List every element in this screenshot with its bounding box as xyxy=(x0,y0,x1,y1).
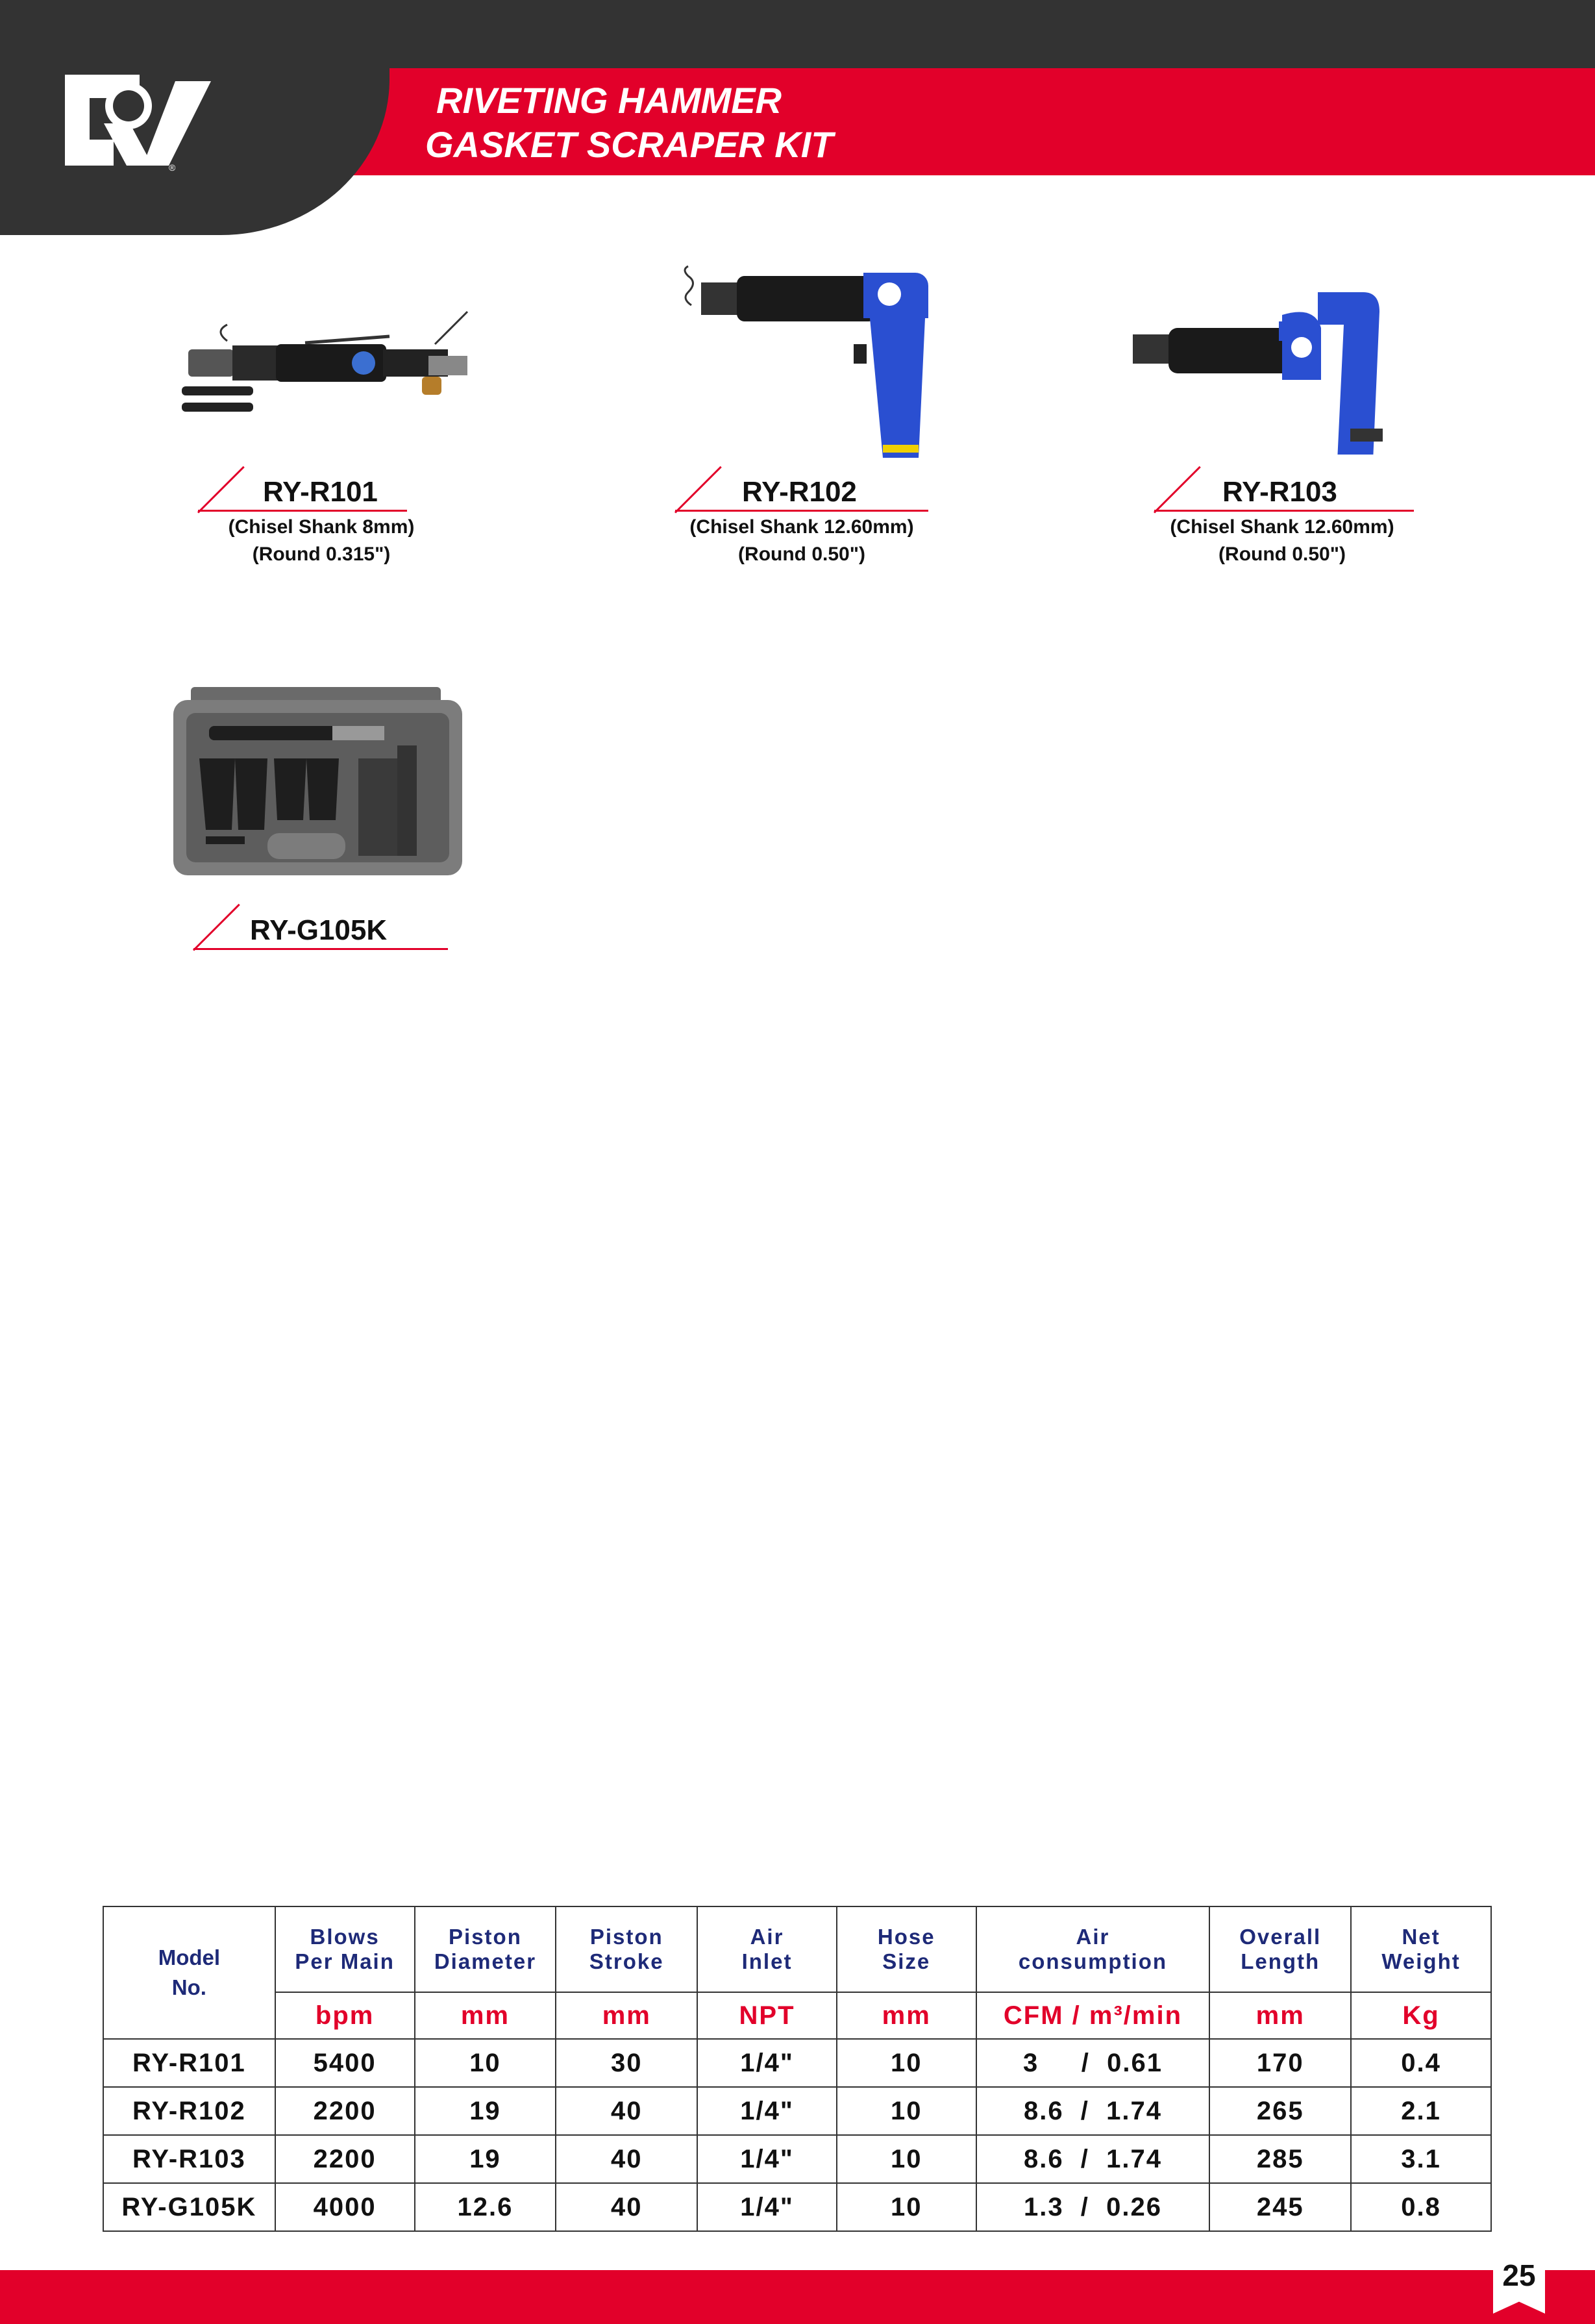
table-cell: 40 xyxy=(556,2087,697,2135)
header-line: Inlet xyxy=(741,1949,793,1973)
table-cell: 1/4" xyxy=(697,2135,837,2183)
table-cell: 2200 xyxy=(275,2135,415,2183)
table-row xyxy=(103,2087,1491,2135)
unit-cell: mm xyxy=(556,1992,697,2039)
product-image-ry-g105k xyxy=(170,687,465,882)
product-model-ry-r102: RY-R102 xyxy=(742,476,857,508)
header-line: Air xyxy=(1076,1925,1110,1949)
table-cell: 8.6 / 1.74 xyxy=(976,2087,1210,2135)
table-cell: 1/4" xyxy=(697,2087,837,2135)
page-title-line2: GASKET SCRAPER KIT xyxy=(425,124,834,165)
table-units-row xyxy=(103,1992,1491,2039)
header-piston-diameter xyxy=(415,1906,556,1992)
table-cell: 0.8 xyxy=(1351,2183,1491,2231)
table-row xyxy=(103,2183,1491,2231)
header-line: Overall xyxy=(1239,1925,1322,1949)
header-air-inlet xyxy=(697,1906,837,1992)
table-cell: 1/4" xyxy=(697,2183,837,2231)
spec-line: (Chisel Shank 12.60mm) xyxy=(689,516,914,538)
product-spec-ry-r103 xyxy=(1152,514,1412,568)
header-line: Model xyxy=(158,1945,221,1969)
product-image-ry-r102 xyxy=(675,256,948,471)
caption-slash xyxy=(193,904,240,951)
product-model-ry-g105k: RY-G105K xyxy=(250,914,388,946)
table-cell: 40 xyxy=(556,2183,697,2231)
header-line: No. xyxy=(171,1975,206,1999)
header-hose-size xyxy=(837,1906,976,1992)
unit-cell: NPT xyxy=(697,1992,837,2039)
unit-cell: Kg xyxy=(1351,1992,1491,2039)
header-line: Net xyxy=(1402,1925,1440,1949)
table-cell: 170 xyxy=(1209,2039,1351,2087)
table-cell: RY-R102 xyxy=(103,2087,275,2135)
table-cell: 285 xyxy=(1209,2135,1351,2183)
product-image-ry-r101 xyxy=(175,305,500,435)
header-line: Hose xyxy=(877,1925,935,1949)
product-model-ry-r103: RY-R103 xyxy=(1222,476,1337,508)
header-line: Air xyxy=(750,1925,784,1949)
table-cell: 3 / 0.61 xyxy=(976,2039,1210,2087)
caption-slash xyxy=(1154,466,1201,514)
table-cell: 8.6 / 1.74 xyxy=(976,2135,1210,2183)
svg-text:®: ® xyxy=(169,162,176,172)
table-cell: 10 xyxy=(837,2183,976,2231)
table-cell: 2.1 xyxy=(1351,2087,1491,2135)
spec-line: (Chisel Shank 8mm) xyxy=(228,516,415,538)
header-overall-length xyxy=(1209,1906,1351,1992)
header-line: Piston xyxy=(589,1925,663,1949)
table-cell: 265 xyxy=(1209,2087,1351,2135)
table-row xyxy=(103,2135,1491,2183)
table-cell: 2200 xyxy=(275,2087,415,2135)
page-number: 25 xyxy=(1502,2258,1536,2292)
table-cell: 1/4" xyxy=(697,2039,837,2087)
table-cell: 12.6 xyxy=(415,2183,556,2231)
header-line: Piston xyxy=(449,1925,522,1949)
table-cell: RY-R103 xyxy=(103,2135,275,2183)
table-cell: 0.4 xyxy=(1351,2039,1491,2087)
table-cell: 10 xyxy=(837,2087,976,2135)
table-header-row xyxy=(103,1906,1491,1992)
caption-underline xyxy=(198,510,407,512)
spec-line: (Round 0.50") xyxy=(1218,544,1346,565)
caption-underline xyxy=(675,510,928,512)
table-cell: 30 xyxy=(556,2039,697,2087)
table-cell: 4000 xyxy=(275,2183,415,2231)
table-cell: 40 xyxy=(556,2135,697,2183)
product-spec-ry-r102 xyxy=(672,514,932,568)
product-image-ry-r103 xyxy=(1126,286,1444,455)
header-line: Blows xyxy=(310,1925,380,1949)
table-cell: RY-R101 xyxy=(103,2039,275,2087)
footer-red-bar xyxy=(0,2270,1595,2324)
header-blows-per-main xyxy=(275,1906,415,1992)
header-air-consumption xyxy=(976,1906,1210,1992)
header-line: Stroke xyxy=(589,1949,664,1973)
caption-slash xyxy=(197,466,245,514)
brand-logo xyxy=(65,75,214,172)
table-cell: 1.3 / 0.26 xyxy=(976,2183,1210,2231)
header-line: Per Main xyxy=(295,1949,395,1973)
product-model-ry-r101: RY-R101 xyxy=(263,476,378,508)
table-cell: 19 xyxy=(415,2087,556,2135)
header-line: Weight xyxy=(1381,1949,1461,1973)
spec-line: (Round 0.315") xyxy=(252,544,391,565)
table-cell: 10 xyxy=(837,2135,976,2183)
unit-cell: CFM / m³/min xyxy=(976,1992,1210,2039)
spec-line: (Chisel Shank 12.60mm) xyxy=(1170,516,1394,538)
header-line: Length xyxy=(1241,1949,1320,1973)
table-cell: 10 xyxy=(415,2039,556,2087)
unit-cell: mm xyxy=(837,1992,976,2039)
table-cell: 5400 xyxy=(275,2039,415,2087)
header-line: Diameter xyxy=(434,1949,537,1973)
caption-slash xyxy=(674,466,722,514)
unit-cell: mm xyxy=(1209,1992,1351,2039)
page-title-line1: RIVETING HAMMER xyxy=(436,80,782,121)
specifications-table xyxy=(103,1906,1492,2232)
table-cell: 19 xyxy=(415,2135,556,2183)
table-cell: RY-G105K xyxy=(103,2183,275,2231)
header-line: Size xyxy=(882,1949,931,1973)
header-model-no xyxy=(103,1906,275,2039)
product-spec-ry-r101 xyxy=(192,514,451,568)
unit-cell: bpm xyxy=(275,1992,415,2039)
table-cell: 3.1 xyxy=(1351,2135,1491,2183)
caption-underline xyxy=(1154,510,1414,512)
spec-line: (Round 0.50") xyxy=(738,544,865,565)
table-cell: 10 xyxy=(837,2039,976,2087)
unit-cell: mm xyxy=(415,1992,556,2039)
header-line: consumption xyxy=(1018,1949,1168,1973)
header-piston-stroke xyxy=(556,1906,697,1992)
table-row xyxy=(103,2039,1491,2087)
header-net-weight xyxy=(1351,1906,1491,1992)
caption-underline xyxy=(193,948,448,950)
table-cell: 245 xyxy=(1209,2183,1351,2231)
